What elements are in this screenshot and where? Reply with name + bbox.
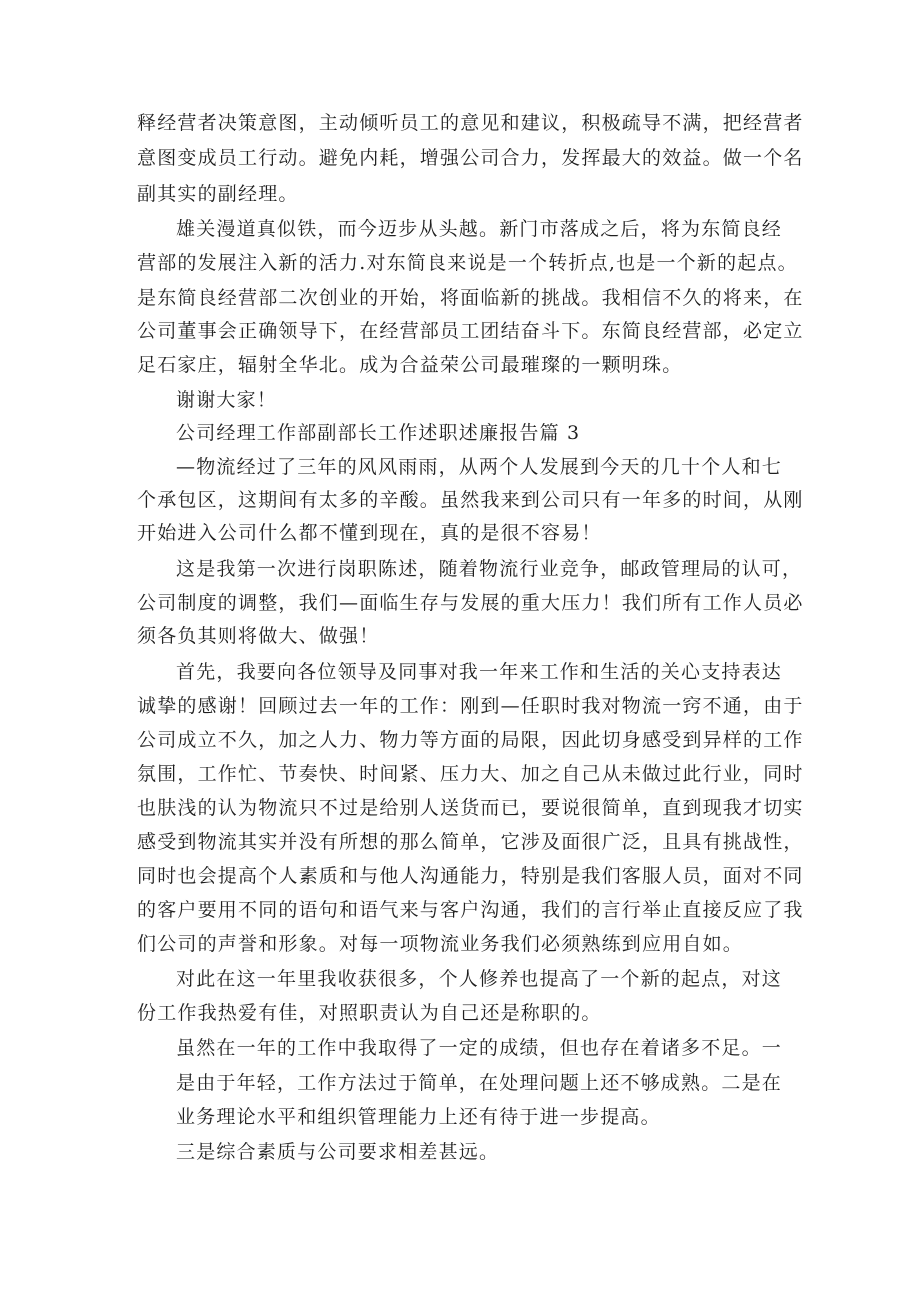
text-line: 感受到物流其实并没有所想的那么简单，它涉及面很广泛，且具有挑战性， <box>137 831 804 853</box>
text-line: 这是我第一次进行岗职陈述，随着物流行业竞争，邮政管理局的认可， <box>176 558 803 580</box>
text-line: 副其实的副经理。 <box>137 183 299 205</box>
text-line: 也肤浅的认为物流只不过是给别人送货而已，要说很简单，直到现我才切实 <box>137 797 804 819</box>
text-line: 释经营者决策意图，主动倾听员工的意见和建议，积极疏导不满，把经营者 <box>137 112 804 134</box>
text-line: 诚挚的感谢！回顾过去一年的工作：刚到—任职时我对物流一窍不通，由于 <box>137 695 804 717</box>
text-line: 是由于年轻，工作方法过于简单，在处理问题上还不够成熟。二是在 <box>176 1072 783 1094</box>
text-line: 三是综合素质与公司要求相差甚远。 <box>176 1141 500 1163</box>
text-line: 的客户要用不同的语句和语气来与客户沟通，我们的言行举止直接反应了我 <box>137 899 804 921</box>
section-heading: 公司经理工作部副部长工作述职述廉报告篇 3 <box>176 422 581 444</box>
text-line: —物流经过了三年的风风雨雨，从两个人发展到今天的几十个人和七 <box>176 456 783 478</box>
text-line: 营部的发展注入新的活力.对东简良来说是一个转折点,也是一个新的起点。 <box>137 252 798 274</box>
text-line: 公司制度的调整，我们—面临生存与发展的重大压力！我们所有工作人员必 <box>137 592 804 614</box>
text-line: 首先，我要向各位领导及同事对我一年来工作和生活的关心支持表达 <box>176 661 783 683</box>
text-line: 们公司的声誉和形象。对每一项物流业务我们必须熟练到应用自如。 <box>137 933 744 955</box>
text-line: 同时也会提高个人素质和与他人沟通能力，特别是我们客服人员，面对不同 <box>137 865 804 887</box>
text-line: 氛围，工作忙、节奏快、时间紧、压力大、加之自己从未做过此行业，同时 <box>137 763 804 785</box>
text-line: 业务理论水平和组织管理能力上还有待于进一步提高。 <box>176 1106 661 1128</box>
text-line: 足石家庄，辐射全华北。成为合益荣公司最璀璨的一颗明珠。 <box>137 354 683 376</box>
text-line: 公司董事会正确领导下，在经营部员工团结奋斗下。东简良经营部，必定立 <box>137 320 804 342</box>
text-line: 个承包区，这期间有太多的辛酸。虽然我来到公司只有一年多的时间，从刚 <box>137 489 804 511</box>
text-line: 公司成立不久，加之人力、物力等方面的局限，因此切身感受到异样的工作 <box>137 729 804 751</box>
text-line: 意图变成员工行动。避免内耗，增强公司合力，发挥最大的效益。做一个名 <box>137 147 804 169</box>
text-line: 虽然在一年的工作中我取得了一定的成绩，但也存在着诸多不足。一 <box>176 1037 783 1059</box>
text-line: 须各负其则将做大、做强！ <box>137 625 380 647</box>
text-line: 雄关漫道真似铁，而今迈步从头越。新门市落成之后，将为东简良经 <box>176 218 783 240</box>
text-line: 谢谢大家！ <box>176 389 278 411</box>
text-line: 份工作我热爱有佳，对照职责认为自己还是称职的。 <box>137 1002 602 1024</box>
text-line: 对此在这一年里我收获很多，个人修养也提高了一个新的起点，对这 <box>176 968 783 990</box>
text-line: 开始进入公司什么都不懂到现在，真的是很不容易！ <box>137 522 602 544</box>
text-line: 是东简良经营部二次创业的开始，将面临新的挑战。我相信不久的将来，在 <box>137 287 804 309</box>
